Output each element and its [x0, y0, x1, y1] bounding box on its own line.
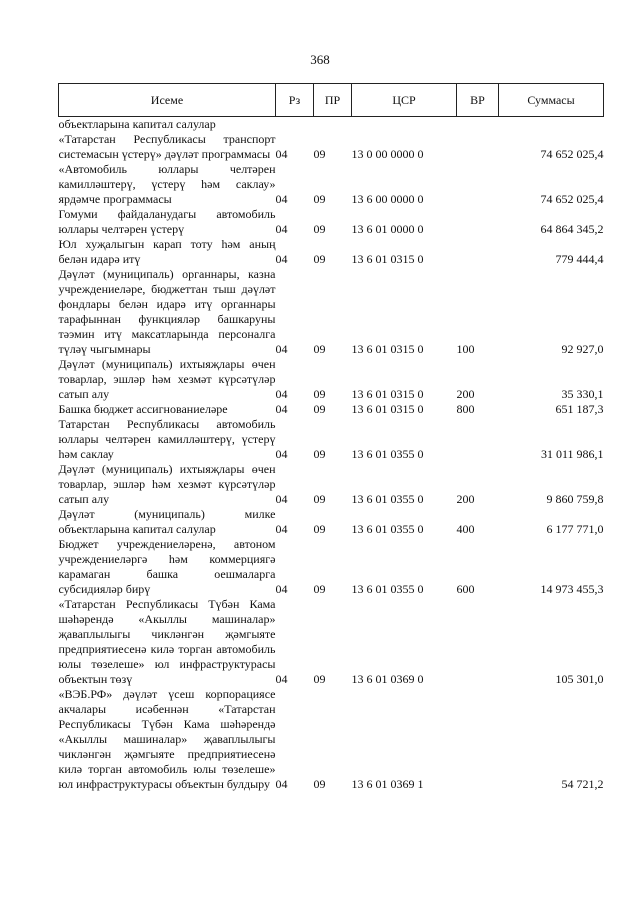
row-rz: 04: [275, 402, 288, 416]
header-rz: Рз: [276, 84, 314, 117]
row-name: Дәүләт (муниципаль) ихтыяҗлары өчен товарлар, эшләр һәм хезмәт күрсәтүләр сатып алу: [58, 462, 276, 506]
row-vr: [457, 687, 499, 792]
row-csr: 13 6 01 0369 0: [351, 672, 424, 686]
row-name: Башка бюджет ассигнованиеләре: [58, 402, 228, 416]
header-name: Исеме: [59, 84, 276, 117]
table-row: [59, 402, 604, 417]
row-csr: 13 6 01 0369 1: [351, 777, 424, 791]
header-pr: ПР: [314, 84, 352, 117]
table-row: [59, 462, 604, 507]
row-pr: 09: [313, 522, 326, 536]
table-row: [59, 237, 604, 267]
row-name: Гомуми файдаланудагы автомобиль юллары челтәрен үстерү: [58, 207, 276, 236]
row-sum: 35 330,1: [561, 387, 604, 401]
row-name: «Татарстан Республикасы Түбән Кама шәһәрендә «Акыллы машиналар» җаваплылыгы чикләнгән җәмгыяте предприятиесенә килә торган автомобиль юлы төзелеше» юл инфраструктурасы объектын төзү: [58, 597, 276, 686]
row-name: «Автомобиль юллары челтәрен камилләштерү, үстерү һәм саклау» ярдәмче программасы: [58, 162, 276, 206]
row-vr: 200: [456, 492, 475, 506]
row-name: «ВЭБ.РФ» дәүләт үсеш корпорациясе акчалары исәбеннән «Татарстан Республикасы Түбән Кама шәһәрендә «Акыллы машиналар» җаваплылыгы чикләнгән җәмгыяте предприятиесенә килә торган автомобиль юлы төзелеше» юл инфраструктурасы объектын булдыру: [58, 687, 276, 791]
row-name: Бюджет учреждениеләренә, автоном учреждениеләргә һәм коммерциягә карамаган башка оешмаларга субсидияләр бирү: [58, 537, 276, 596]
row-rz: 04: [275, 387, 288, 401]
row-sum: 779 444,4: [555, 252, 604, 266]
row-vr: 800: [456, 402, 475, 416]
row-csr: 13 6 01 0315 0: [351, 387, 424, 401]
row-sum: 64 864 345,2: [540, 222, 604, 236]
header-vr: ВР: [457, 84, 499, 117]
row-csr: 13 6 00 0000 0: [351, 192, 424, 206]
row-sum: 74 652 025,4: [540, 192, 604, 206]
table-row: [59, 507, 604, 537]
row-sum: 54 721,2: [561, 777, 604, 791]
row-pr: 09: [313, 252, 326, 266]
row-sum: 651 187,3: [555, 402, 604, 416]
row-vr: 200: [456, 387, 475, 401]
row-pr: 09: [313, 402, 326, 416]
row-rz: 04: [275, 192, 288, 206]
header-csr: ЦСР: [352, 84, 457, 117]
table-row: [59, 357, 604, 402]
row-csr: 13 6 01 0355 0: [351, 582, 424, 596]
row-csr: 13 6 01 0315 0: [351, 252, 424, 266]
row-name: Татарстан Республикасы автомобиль юллары челтәрен камилләштерү, үстерү һәм саклау: [58, 417, 276, 461]
row-rz: [276, 117, 314, 133]
table-row: [59, 417, 604, 462]
row-pr: 09: [313, 387, 326, 401]
row-rz: 04: [275, 672, 288, 686]
row-pr: 09: [313, 672, 326, 686]
row-vr: [457, 117, 499, 133]
row-csr: 13 6 01 0355 0: [351, 447, 424, 461]
row-sum: 9 860 759,8: [546, 492, 604, 506]
row-sum: 14 973 455,3: [540, 582, 604, 596]
row-sum: 31 011 986,1: [540, 447, 604, 461]
row-rz: 04: [275, 342, 288, 356]
table-row: [59, 207, 604, 237]
row-csr: [352, 117, 457, 133]
row-csr: 13 6 01 0355 0: [351, 522, 424, 536]
page-number: 368: [310, 52, 330, 67]
table-row: [59, 132, 604, 162]
row-sum: 105 301,0: [555, 672, 604, 686]
table-row: [59, 117, 604, 133]
row-pr: 09: [313, 492, 326, 506]
header-sum: Суммасы: [499, 84, 604, 117]
row-pr: 09: [313, 147, 326, 161]
table-row: [59, 267, 604, 357]
row-csr: 13 6 01 0315 0: [351, 342, 424, 356]
row-sum: 74 652 025,4: [540, 147, 604, 161]
row-sum: [499, 117, 604, 133]
row-name: Юл хуҗалыгын карап тоту һәм аның белән идарә итү: [58, 237, 276, 266]
row-name: Дәүләт (муниципаль) ихтыяҗлары өчен товарлар, эшләр һәм хезмәт күрсәтүләр сатып алу: [58, 357, 276, 401]
row-pr: [314, 117, 352, 133]
row-name: объектларына капитал салулар: [58, 117, 216, 131]
row-vr: [457, 597, 499, 687]
row-pr: 09: [313, 342, 326, 356]
row-name: Дәүләт (муниципаль) органнары, казна учреждениеләре, бюджеттан тыш дәүләт фондлары белән идарә итү органнары тарафыннан функцияләр башкаруны тәэмин итү максатларында персоналга түләү чыгымнары: [58, 267, 276, 356]
budget-table: [58, 83, 604, 792]
row-vr: 600: [456, 582, 475, 596]
row-pr: 09: [313, 192, 326, 206]
table-row: [59, 537, 604, 597]
row-pr: 09: [313, 447, 326, 461]
row-pr: 09: [313, 777, 326, 791]
row-rz: 04: [275, 447, 288, 461]
table-row: [59, 597, 604, 687]
row-sum: 6 177 771,0: [546, 522, 604, 536]
row-csr: 13 6 01 0355 0: [351, 492, 424, 506]
row-sum: 92 927,0: [561, 342, 604, 356]
row-vr: [457, 237, 499, 267]
row-vr: 400: [456, 522, 475, 536]
row-rz: 04: [275, 252, 288, 266]
table-header-row: [59, 84, 604, 117]
row-rz: 04: [275, 492, 288, 506]
row-vr: [457, 162, 499, 207]
row-csr: 13 6 01 0315 0: [351, 402, 424, 416]
row-pr: 09: [313, 222, 326, 236]
row-vr: [457, 132, 499, 162]
row-vr: [457, 207, 499, 237]
table-row: [59, 162, 604, 207]
row-rz: 04: [275, 582, 288, 596]
row-vr: 100: [456, 342, 475, 356]
row-name: «Татарстан Республикасы транспорт системасын үстерү» дәүләт программасы: [58, 132, 276, 161]
row-rz: 04: [275, 222, 288, 236]
row-vr: [457, 417, 499, 462]
row-pr: 09: [313, 582, 326, 596]
table-row: [59, 687, 604, 792]
row-rz: 04: [275, 522, 288, 536]
row-name: Дәүләт (муниципаль) милке объектларына капитал салулар: [58, 507, 276, 536]
row-rz: 04: [275, 777, 288, 791]
row-rz: 04: [275, 147, 288, 161]
row-csr: 13 6 01 0000 0: [351, 222, 424, 236]
row-csr: 13 0 00 0000 0: [351, 147, 424, 161]
